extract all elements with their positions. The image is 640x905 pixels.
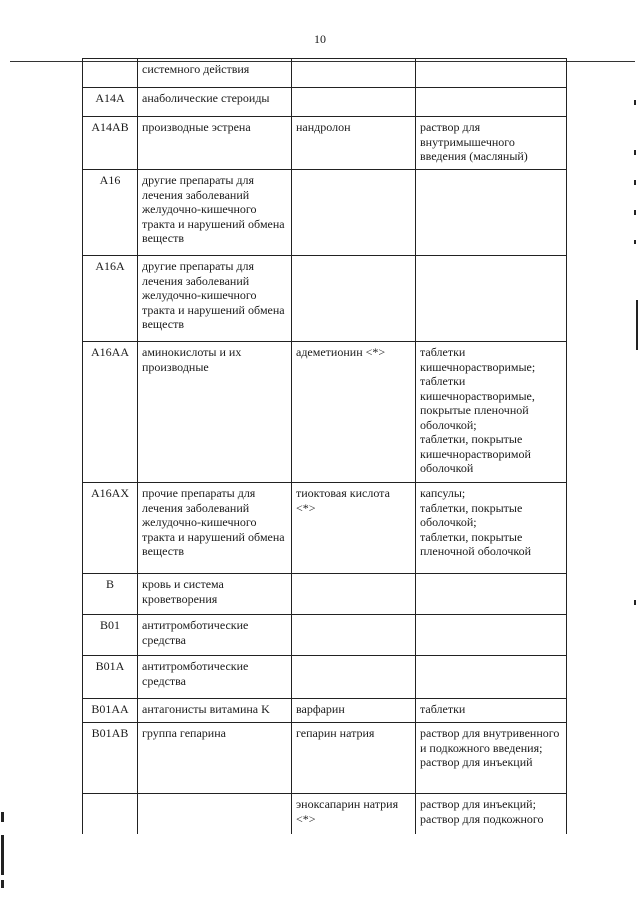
- group-name-cell: антагонисты витамина K: [138, 699, 292, 723]
- scan-mark: [1, 812, 4, 822]
- atc-code-cell: A14A: [83, 88, 138, 117]
- group-name-cell: прочие препараты для лечения заболеваний желудочно-кишечного тракта и нарушений обмена веществ: [138, 483, 292, 574]
- table-row: [83, 699, 567, 723]
- dosage-form-cell: [416, 59, 567, 88]
- scan-mark: [634, 240, 636, 244]
- group-name-cell: антитромботические средства: [138, 656, 292, 699]
- atc-code-cell: A16AA: [83, 342, 138, 483]
- drug-name-cell: [292, 256, 416, 342]
- group-name-cell: группа гепарина: [138, 723, 292, 794]
- drug-name-cell: [292, 170, 416, 256]
- scan-mark: [1, 835, 4, 875]
- group-name-cell: производные эстрена: [138, 117, 292, 170]
- scan-mark: [634, 150, 636, 155]
- drug-name-cell: гепарин натрия: [292, 723, 416, 794]
- group-name-cell: аминокислоты и их производные: [138, 342, 292, 483]
- drug-table: [82, 58, 567, 834]
- dosage-form-cell: таблетки: [416, 699, 567, 723]
- group-name-cell: системного действия: [138, 59, 292, 88]
- scan-mark: [634, 210, 636, 215]
- group-name-cell: [138, 794, 292, 834]
- atc-code-cell: A14AB: [83, 117, 138, 170]
- atc-code-cell: B01AB: [83, 723, 138, 794]
- table-row: [83, 656, 567, 699]
- dosage-form-cell: [416, 574, 567, 615]
- table-row: [83, 170, 567, 256]
- atc-code-cell: [83, 59, 138, 88]
- dosage-form-cell: капсулы; таблетки, покрытые оболочкой; таблетки, покрытые пленочной оболочкой: [416, 483, 567, 574]
- drug-name-cell: [292, 59, 416, 88]
- drug-name-cell: варфарин: [292, 699, 416, 723]
- group-name-cell: антитромботические средства: [138, 615, 292, 656]
- dosage-form-cell: раствор для внутривенного и подкожного введения; раствор для инъекций: [416, 723, 567, 794]
- table-row: [83, 483, 567, 574]
- atc-code-cell: B01: [83, 615, 138, 656]
- table-row: [83, 117, 567, 170]
- dosage-form-cell: [416, 170, 567, 256]
- atc-code-cell: A16AX: [83, 483, 138, 574]
- atc-code-cell: B: [83, 574, 138, 615]
- drug-name-cell: адеметионин <*>: [292, 342, 416, 483]
- drug-name-cell: тиоктовая кислота <*>: [292, 483, 416, 574]
- page-number: 10: [314, 32, 326, 46]
- drug-name-cell: [292, 656, 416, 699]
- drug-name-cell: нандролон: [292, 117, 416, 170]
- dosage-form-cell: раствор для внутримышечного введения (масляный): [416, 117, 567, 170]
- drug-name-cell: [292, 574, 416, 615]
- table-row: [83, 615, 567, 656]
- dosage-form-cell: [416, 88, 567, 117]
- atc-code-cell: A16A: [83, 256, 138, 342]
- group-name-cell: другие препараты для лечения заболеваний желудочно-кишечного тракта и нарушений обмена веществ: [138, 256, 292, 342]
- table-row: [83, 723, 567, 794]
- atc-code-cell: A16: [83, 170, 138, 256]
- drug-name-cell: [292, 88, 416, 117]
- dosage-form-cell: [416, 656, 567, 699]
- table-row: [83, 794, 567, 834]
- scan-mark: [634, 100, 636, 105]
- atc-code-cell: [83, 794, 138, 834]
- dosage-form-cell: раствор для инъекций; раствор для подкожного: [416, 794, 567, 834]
- drug-name-cell: [292, 615, 416, 656]
- group-name-cell: другие препараты для лечения заболеваний желудочно-кишечного тракта и нарушений обмена веществ: [138, 170, 292, 256]
- dosage-form-cell: [416, 615, 567, 656]
- dosage-form-cell: таблетки кишечнорастворимые; таблетки кишечнорастворимые, покрытые пленочной оболочкой; таблетки, покрытые кишечнорастворимой оболочкой: [416, 342, 567, 483]
- dosage-form-cell: [416, 256, 567, 342]
- scan-mark: [1, 880, 4, 888]
- scan-mark: [634, 180, 636, 185]
- scan-mark: [634, 600, 636, 605]
- group-name-cell: анаболические стероиды: [138, 88, 292, 117]
- table-row: [83, 574, 567, 615]
- table-row: [83, 256, 567, 342]
- atc-code-cell: B01A: [83, 656, 138, 699]
- table-row: [83, 88, 567, 117]
- group-name-cell: кровь и система кроветворения: [138, 574, 292, 615]
- drug-name-cell: эноксапарин натрия <*>: [292, 794, 416, 834]
- table-row: [83, 342, 567, 483]
- scan-mark: [636, 300, 638, 350]
- atc-code-cell: B01AA: [83, 699, 138, 723]
- table-row: [83, 59, 567, 88]
